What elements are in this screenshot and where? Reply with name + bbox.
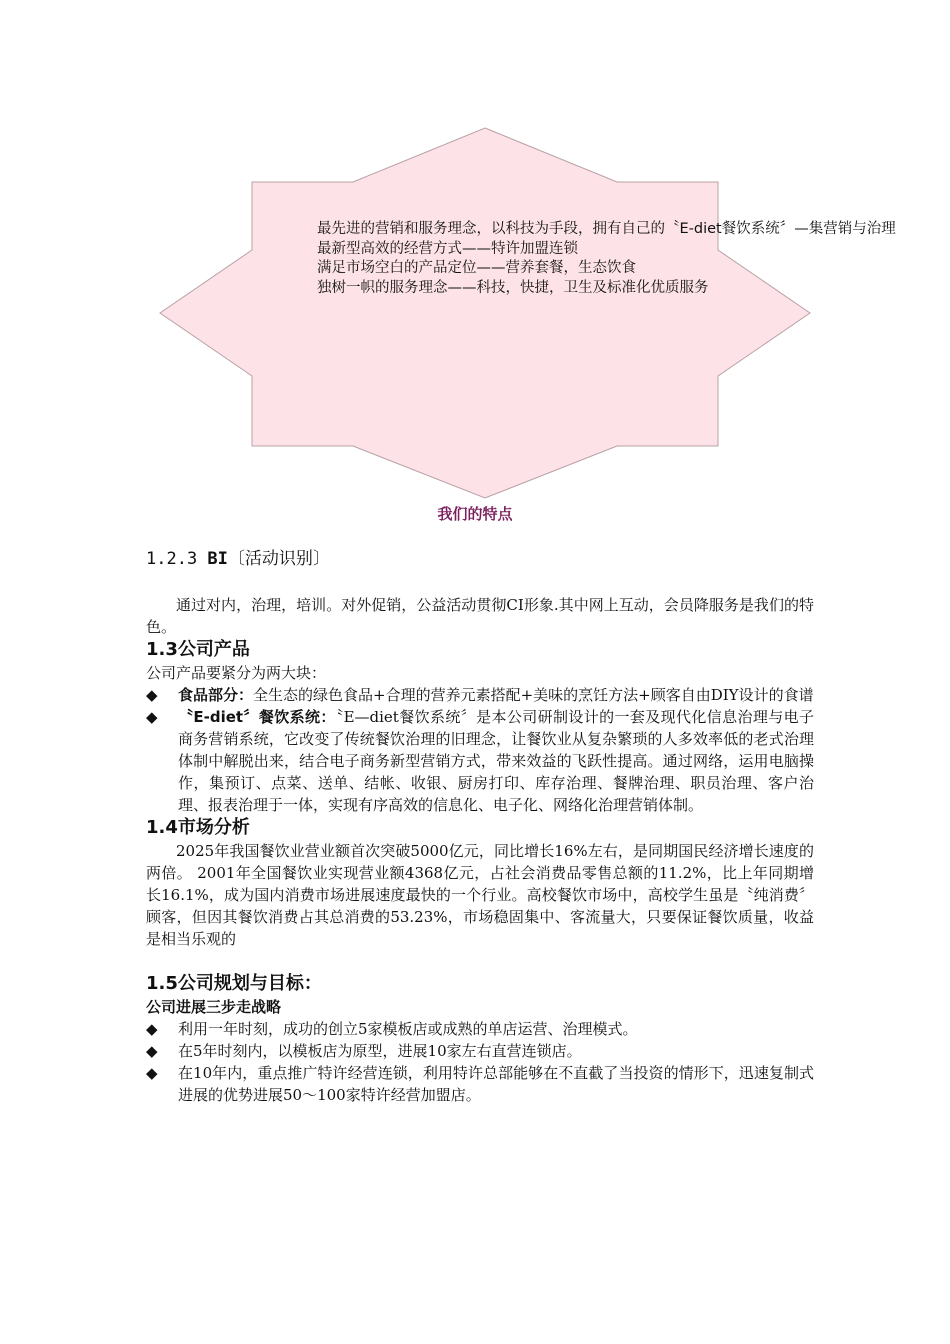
- bullet-diamond-icon: ◆: [146, 686, 158, 704]
- star-line-1: 最先进的营销和服务理念，以科技为手段，拥有自己的〝E-diet餐饮系统〞—集营销与治理: [317, 221, 896, 237]
- plan-item-text: 利用一年时刻，成功的创立5家模板店或成熟的单店运营、治理模式。: [178, 1020, 638, 1038]
- section-bi-paragraph: 通过对内，治理，培训。对外促销，公益活动贯彻CI形象.其中网上互动，会员降服务是我们的特色。: [146, 596, 814, 636]
- eight-point-star: [160, 128, 810, 498]
- product-item-food: [146, 684, 814, 706]
- plan-item: [146, 1018, 814, 1040]
- star-line-3: 满足市场空白的产品定位——营养套餐，生态饮食: [317, 260, 636, 276]
- section-products-intro: 公司产品要紧分为两大块：: [146, 664, 327, 682]
- star-line-4: 独树一帜的服务理念——科技，快捷，卫生及标准化优质服务: [317, 279, 709, 296]
- product-item-ediet: [146, 706, 814, 816]
- product-item-text: 〝E—diet餐饮系统〞是本公司研制设计的一套及现代化信息治理与电子商务营销系统，它改变了传统餐饮治理的旧理念，让餐饮业从复杂繁琐的人多效率低的老式治理体制中解脱出来，结合电子商务新型营销方式，带来效益的飞跃性提高。通过网络，运用电脑操作，集预订、点菜、送单、结帐、收银、厨房打印、库存治理、餐牌治理、职员治理、客户治理、报表治理于一体，实现有序高效的信息化、电子化、网络化治理营销体制。: [178, 708, 814, 814]
- bullet-diamond-icon: ◆: [146, 708, 158, 726]
- section-bi-bold: BI: [207, 549, 228, 569]
- section-bi-title: 〔活动识别〕: [227, 549, 330, 569]
- star-caption: 我们的特点: [437, 505, 513, 523]
- section-market-paragraph: 2025年我国餐饮业营业额首次突破5000亿元，同比增长16%左右，是同期国民经济增长速度的两倍。 2001年全国餐饮业实现营业额4368亿元，占社会消费品零售总额的11.2%，比上年同期增长16.1%，成为国内消费市场进展速度最快的一个行业。高校餐饮市场中，高校学生虽是〝纯消费〞顾客，但因其餐饮消费占其总消费的53.23%，市场稳固集中、客流量大，只要保证餐饮质量，收益是相当乐观的: [146, 842, 814, 948]
- product-item-text: 全生态的绿色食品+合理的营养元素搭配+美味的烹饪方法+顾客自由DIY设计的食谱: [253, 686, 814, 704]
- plan-item: [146, 1040, 814, 1062]
- section-plan-subtitle: 公司进展三步走战略: [146, 998, 282, 1016]
- section-products-title: 1.3公司产品: [146, 639, 250, 660]
- star-line-2: 最新型高效的经营方式——特许加盟连锁: [317, 240, 578, 257]
- plan-item-text: 在10年内，重点推广特许经营连锁，利用特许总部能够在不直截了当投资的情形下，迅速复制式进展的优势进展50～100家特许经营加盟店。: [178, 1064, 814, 1104]
- plan-item-text: 在5年时刻内，以模板店为原型，进展10家左右直营连锁店。: [178, 1042, 582, 1060]
- section-market-title: 1.4市场分析: [146, 817, 250, 838]
- document-body: [146, 546, 814, 1106]
- bullet-diamond-icon: ◆: [146, 1042, 158, 1060]
- star-text-box: [317, 220, 950, 298]
- section-bi-heading: [146, 546, 814, 572]
- bullet-diamond-icon: ◆: [146, 1064, 158, 1082]
- product-item-label: 〝E-diet〞餐饮系统：: [178, 708, 336, 726]
- bullet-diamond-icon: ◆: [146, 1020, 158, 1038]
- section-bi-number: 1.2.3: [146, 549, 208, 569]
- section-plan-title: 1.5公司规划与目标：: [146, 973, 322, 994]
- product-item-label: 食品部分：: [178, 686, 254, 704]
- plan-item: [146, 1062, 814, 1106]
